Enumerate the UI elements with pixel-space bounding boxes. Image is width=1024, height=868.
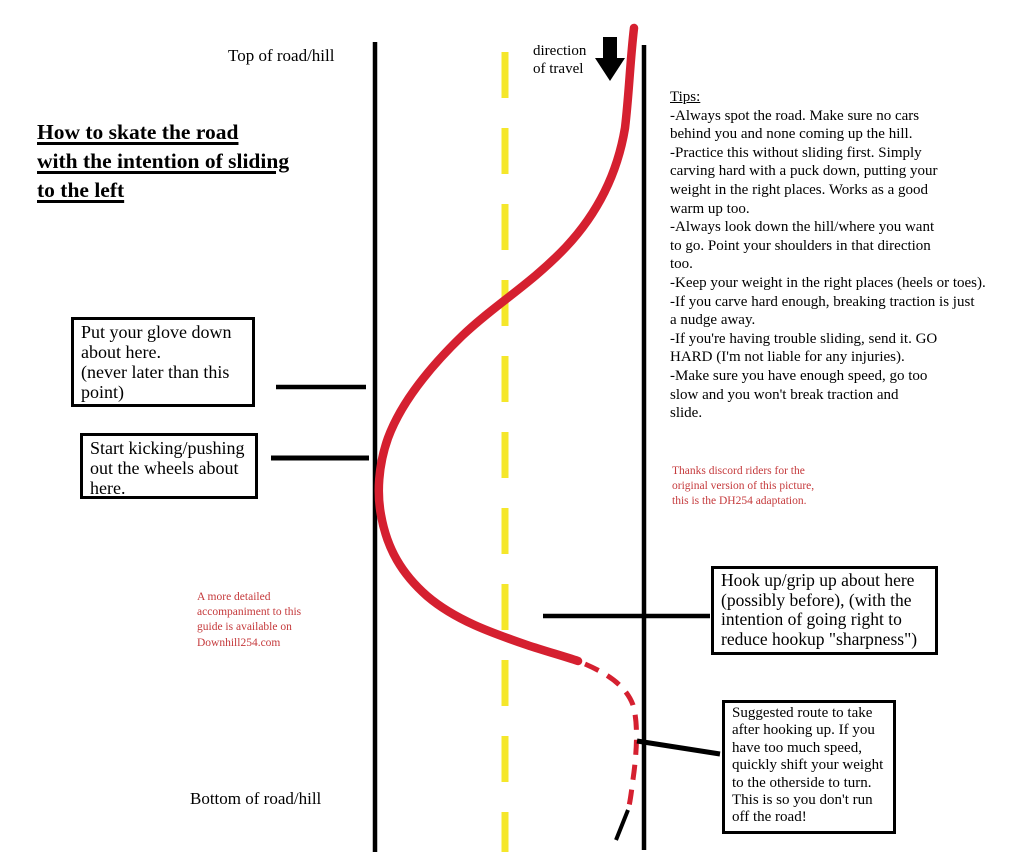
guide-note-line: guide is available on	[197, 621, 292, 634]
glove-note-line: about here.	[81, 342, 161, 362]
tips-line: weight in the right places. Works as a good	[670, 181, 929, 198]
route-note-line: have too much speed,	[732, 739, 862, 756]
credit-note	[672, 464, 814, 510]
title-line: How to skate the road	[37, 120, 239, 144]
hook-note-line: (possibly before), (with the	[721, 589, 912, 610]
rider-path-dashed	[585, 664, 637, 806]
credit-note-line: original version of this picture,	[672, 480, 815, 493]
hook-note-line: Hook up/grip up about here	[721, 570, 915, 590]
glove-note-line: (never later than this	[81, 362, 230, 382]
glove-note-line: point)	[81, 382, 124, 402]
tips-line: carving hard with a puck down, putting your	[670, 163, 938, 180]
route-continuation-line	[616, 810, 628, 840]
tips-line: -Make sure you have enough speed, go too	[670, 367, 928, 384]
route-note-line: to the otherside to turn.	[732, 774, 872, 791]
kick-note-line: out the wheels about	[90, 458, 239, 478]
direction-arrow-icon	[595, 37, 625, 81]
tips-line: to go. Point your shoulders in that direction	[670, 237, 931, 254]
rider-path-solid	[379, 28, 634, 661]
guide-note-line: accompaniment to this	[197, 606, 302, 619]
guide-note-line: Downhill254.com	[197, 636, 281, 649]
top-of-road-label: Top of road/hill	[228, 46, 335, 65]
guide-note-line: A more detailed	[197, 591, 271, 603]
hook-note-box	[711, 566, 938, 655]
tips-heading: Tips:	[670, 89, 701, 105]
route-note-line: This is so you don't run	[732, 792, 873, 809]
route-note-line: quickly shift your weight	[732, 757, 884, 774]
tips-line: too.	[670, 256, 693, 273]
tips-text	[670, 88, 986, 423]
direction-of-travel-label	[533, 42, 586, 78]
glove-note-box	[71, 317, 255, 407]
tips-line: -Always spot the road. Make sure no cars	[670, 107, 920, 124]
page-title	[37, 118, 289, 205]
kick-note-line: here.	[90, 478, 126, 498]
tips-line: warm up too.	[670, 200, 750, 217]
tips-line: HARD (I'm not liable for any injuries).	[670, 349, 905, 366]
route-note-line: after hooking up. If you	[732, 722, 875, 739]
tips-line: slow and you won't break traction and	[670, 386, 899, 403]
kick-note-line: Start kicking/pushing	[90, 438, 245, 458]
tips-line: slide.	[670, 405, 703, 422]
tips-line: -If you're having trouble sliding, send it. GO	[670, 330, 938, 347]
tips-line: -Keep your weight in the right places (heels or toes).	[670, 274, 986, 291]
route-note-line: off the road!	[732, 809, 807, 826]
direction-line: of travel	[533, 61, 584, 77]
tips-line: behind you and none coming up the hill.	[670, 126, 913, 143]
pointer-line-route	[637, 741, 720, 754]
kick-note-box	[80, 433, 258, 499]
tips-line: -Practice this without sliding first. Simply	[670, 144, 922, 161]
glove-note-line: Put your glove down	[81, 322, 232, 342]
title-line: with the intention of sliding	[37, 149, 290, 173]
route-note-box	[722, 700, 896, 834]
credit-note-line: this is the DH254 adaptation.	[672, 495, 807, 508]
hook-note-line: reduce hookup "sharpness")	[721, 628, 918, 649]
route-note-line: Suggested route to take	[732, 705, 873, 721]
tips-line: a nudge away.	[670, 312, 756, 329]
credit-note-line: Thanks discord riders for the	[672, 465, 805, 477]
title-line: to the left	[37, 178, 125, 202]
guide-note	[197, 590, 301, 651]
tips-line: -Always look down the hill/where you want	[670, 219, 935, 236]
direction-line: direction	[533, 43, 587, 59]
bottom-of-road-label: Bottom of road/hill	[190, 789, 322, 808]
tips-line: -If you carve hard enough, breaking traction is just	[670, 293, 975, 310]
hook-note-line: intention of going right to	[721, 609, 902, 629]
